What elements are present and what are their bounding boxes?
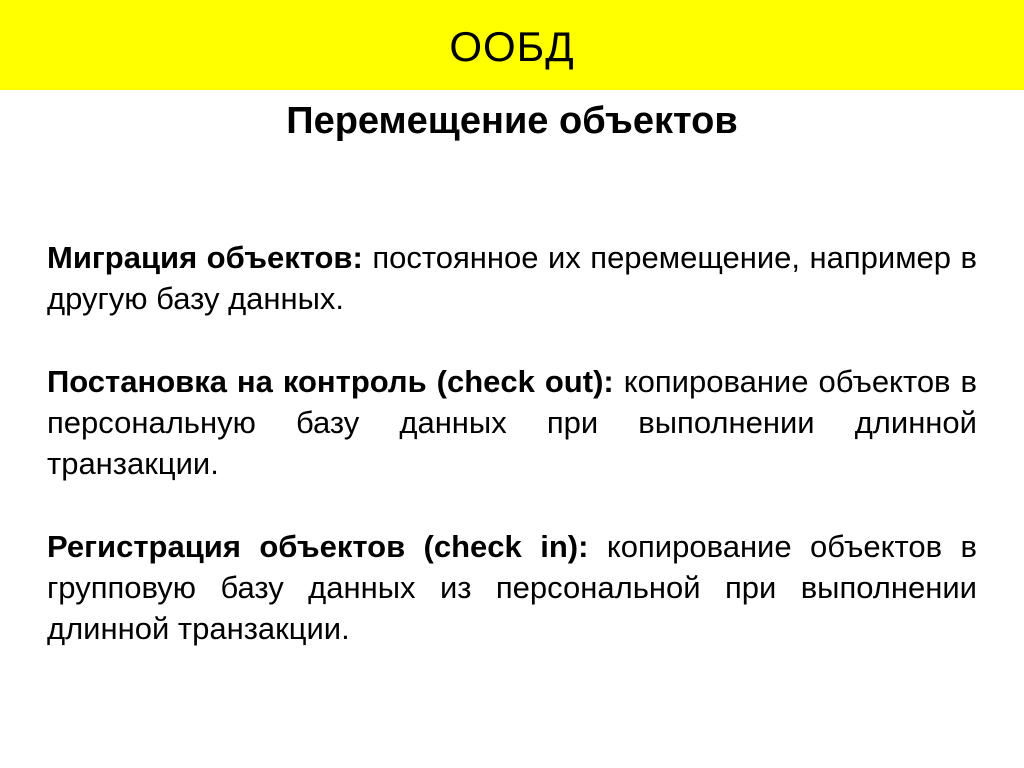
definition-check-out: копирование объектов в персональную базу данных при выполнении длинной транзакции. (47, 364, 977, 481)
slide-subtitle: Перемещение объектов (286, 100, 738, 142)
paragraph-check-in (47, 526, 977, 649)
paragraph-migration (47, 237, 977, 319)
term-check-out: Постановка на контроль (check out): (47, 364, 614, 399)
paragraph-check-out (47, 361, 977, 484)
definition-migration: постоянное их перемещение, например в другую базу данных. (47, 240, 978, 316)
term-migration: Миграция объектов: (47, 240, 363, 275)
term-check-in: Регистрация объектов (check in): (47, 529, 589, 564)
definition-check-in: копирование объектов в групповую базу данных из персональной при выполнении длинной транзакции. (47, 529, 977, 646)
header-title: ООБД (449, 23, 575, 70)
header-bar (0, 0, 1024, 90)
content-body (47, 237, 977, 691)
